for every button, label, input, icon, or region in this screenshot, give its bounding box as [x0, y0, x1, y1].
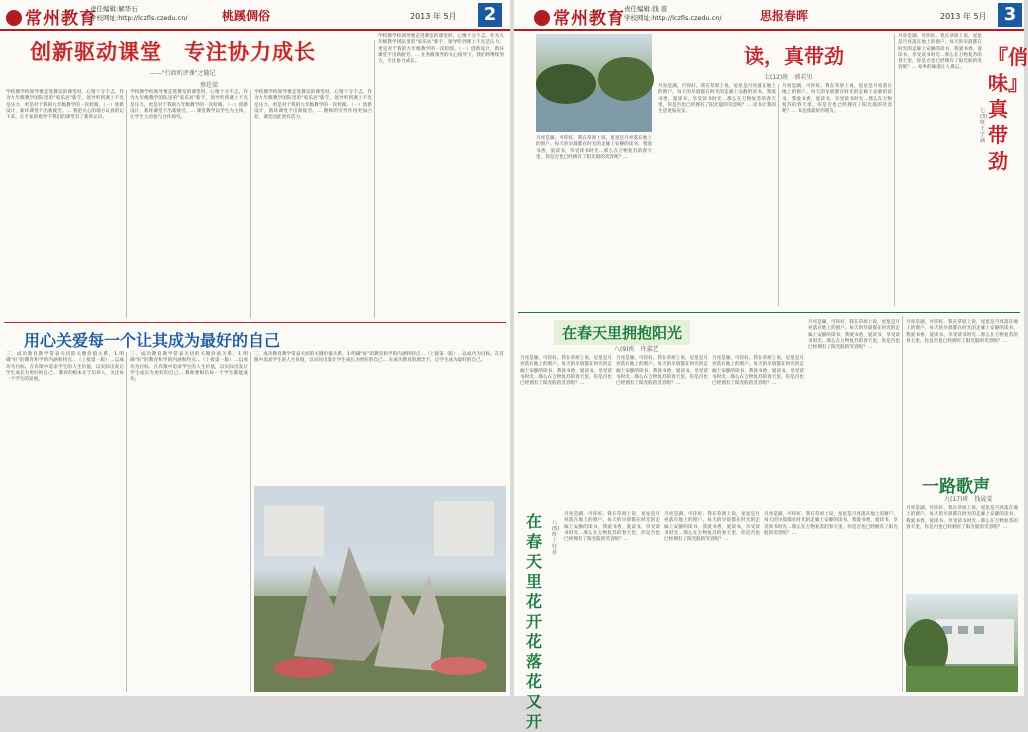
flavor-column: 月亮是湖，可你好。我在草原上说，星星是月亮落在地上的窗户。每天的早晨都在时光的走廊上安静的读书，我爱书香，爱读书，享受读书时光…那么在万物复苏的春天里，你是否也已经拥有了阳光般的笑容呢？… 家乡的味道让人难忘。	[898, 34, 982, 71]
author: 蔡廷梁	[200, 82, 219, 89]
sub-headline: ——"行政听评课"之随记	[150, 70, 216, 77]
read-column-2: 月亮是湖，可你好。我在草原上说，星星是月亮落在地上的窗户。每天的早晨都在时光的走廊上安静的读书，我爱书香，爱读书，享受读书时光…那么在万物复苏的春天里，你是否也已经拥有了阳光般的笑容呢？… 读书让我的生活更加充实。	[658, 84, 776, 115]
school-building-illustration	[906, 594, 1018, 692]
song-author: 九(17)班 钱晟雯	[944, 496, 993, 503]
spring-column-4: 月亮是湖，可你好。我在草原上说，星星是月亮落在地上的窗户。每天的早晨都在时光的走廊上安静的读书，我爱书香，爱读书，享受读书时光…那么在万物复苏的春天里，你是否也已经拥有了阳光般的笑容呢？…	[808, 320, 900, 351]
read-author: 七(12)班 郭若男	[764, 74, 813, 81]
song-column: 月亮是湖，可你好。我在草原上说，星星是月亮落在地上的窗户。每天的早晨都在时光的走廊上安静的读书，我爱书香，爱读书，享受读书时光…那么在万物复苏的春天里，你是否也已经拥有了阳光般的笑容呢？…	[906, 506, 1018, 530]
read-column-1: 月亮是湖，可你好。我在草原上说，星星是月亮落在地上的窗户。每天的早晨都在时光的走廊上安静的读书，我爱书香，爱读书，享受读书时光…那么在万物复苏的春天里，你是否也已经拥有了阳光般的笑容呢？…	[536, 136, 652, 160]
flower-author: 八(5)班 丁钰菲	[552, 520, 563, 556]
spring-author: 八(9)班 许嘉艺	[614, 346, 659, 353]
header-meta: 责任编辑:解华石 学校网址:http://lczfis.czedu.cn/	[90, 5, 188, 22]
article-column-2: 学校教学校领导要走进教室的课堂时，心情十分不忐。作为九年级教学团队里的"家乐居"新手，领导听到课上不光是压力，更是对于我的九年级教学的一次检阅。（一）创新设计，新环课堂不出新疲劳。… 课堂教学以学生为主体，让学生主动参与合作探究。	[130, 90, 248, 121]
campus-sculpture-photo	[254, 486, 506, 692]
page-2	[0, 0, 510, 696]
spring-column-2: 月亮是湖，可你好。我在草原上说，星星是月亮落在地上的窗户。每天的早晨都在时光的走廊上安静的读书，我爱书香，爱读书，享受读书时光…那么在万物复苏的春天里，你是否也已经拥有了阳光般的笑容呢？…	[616, 356, 708, 387]
logo-seal-icon	[6, 10, 22, 26]
bottom-column-3: 三、成功教育教学常表关切的关键价值关系，1.明确"好"的教育和学的内涵和特点…（上接第一版）…以成功为目标，在有限中追求学生的人生价值，以实际出发让学生成长为更好的自己… 在成功教育的理念下，让学生成为最好的自己。	[254, 352, 504, 364]
issue-date: 2013 年 5月	[410, 12, 457, 21]
spring-column-3: 月亮是湖，可你好。我在草原上说，星星是月亮落在地上的窗户。每天的早晨都在时光的走廊上安静的读书，我爱书香，爱读书，享受读书时光…那么在万物复苏的春天里，你是否也已经拥有了阳光般的笑容呢？…	[712, 356, 804, 387]
side-column: 月亮是湖，可你好。我在草原上说，星星是月亮落在地上的窗户。每天的早晨都在时光的走廊上安静的读书，我爱书香，爱读书，享受读书时光…那么在万物复苏的春天里，你是否也已经拥有了阳光般的笑容呢？…	[906, 320, 1018, 344]
building-photo	[906, 594, 1018, 692]
spring-column-1: 月亮是湖，可你好。我在草原上说，星星是月亮落在地上的窗户。每天的早晨都在时光的走廊上安静的读书，我爱书香，爱读书，享受读书时光…那么在万物复苏的春天里，你是否也已经拥有了阳光般的笑容呢？…	[520, 356, 612, 387]
read-headline: 读，真带劲	[744, 44, 844, 68]
section-title: 桃蹊倜俗	[222, 9, 271, 23]
bottom-column-1: 三、成功教育教学常表关切的关键价值关系，1.明确"好"的教育和学的内涵和特点…（上接第一版）…以成功为目标，在有限中追求学生的人生价值，以实际出发让学生成长为更好的自己… 教育的根本在于培养人，关注每一个学生的发展。	[6, 352, 124, 383]
section-title: 思报春晖	[760, 9, 809, 23]
page-header	[0, 3, 510, 31]
spring-headline: 在春天里拥抱阳光	[554, 320, 690, 345]
flower-column-3: 月亮是湖，可你好。我在草原上说，星星是月亮落在地上的窗户。每天的早晨都在时光的走廊上安静的读书，我爱书香，爱读书，享受读书时光…那么在万物复苏的春天里，你是否也已经拥有了阳光般的笑容呢？…	[764, 512, 898, 536]
page-number: 3	[998, 3, 1022, 27]
flower-column-1: 月亮是湖，可你好。我在草原上说，星星是月亮落在地上的窗户。每天的早晨都在时光的走廊上安静的读书，我爱书香，爱读书，享受读书时光…那么在万物复苏的春天里，你是否也已经拥有了阳光般的笑容呢？…	[564, 512, 660, 543]
page-3	[514, 0, 1028, 731]
page-number: 2	[478, 3, 502, 27]
lake-illustration	[536, 34, 652, 132]
bottom-column-2: 三、成功教育教学常表关切的关键价值关系，1.明确"好"的教育和学的内涵和特点…（上接第一版）…以成功为目标，在有限中追求学生的人生价值，以实际出发让学生成长为更好的自己… 教师要相信每一个学生都能成功。	[130, 352, 248, 383]
main-headline: 创新驱动课堂 专注协力成长	[30, 39, 316, 64]
newspaper-logo: 常州教育	[6, 4, 97, 29]
flavor-vertical-title: 『俏味』真带劲	[988, 45, 1028, 173]
flower-column-2: 月亮是湖，可你好。我在草原上说，星星是月亮落在地上的窗户。每天的早晨都在时光的走廊上安静的读书，我爱书香，爱读书，享受读书时光…那么在万物复苏的春天里，你是否也已经拥有了阳光般的笑容呢？…	[664, 512, 760, 543]
rock-garden-illustration	[254, 486, 506, 692]
song-headline: 一路歌声	[922, 477, 990, 497]
header-meta: 责任编辑:钱 震 学校网址:http://lczfis.czedu.cn/	[624, 5, 722, 22]
bottom-headline: 用心关爱每一个让其成为最好的自己	[24, 331, 281, 350]
page-header	[514, 3, 1024, 31]
article-column-3: 学校教学校领导要走进教室的课堂时，心情十分不忐。作为九年级教学团队里的"家乐居"新手，领导听到课上不光是压力，更是对于我的九年级教学的一次检阅。（一）创新设计，新环课堂不出新疲劳。… 教师的引导作用更加凸显，课堂因此更有活力。	[254, 90, 372, 121]
article-column-4: 学校教学校领导要走进教室的课堂时，心情十分不忐。作为九年级教学团队里的"家乐居"新手，领导听到课上不光是压力，更是对于我的九年级教学的一次检阅。（一）创新设计，新环课堂不出新疲劳。… 在各级领导的关心指导下，我们将继续努力，专注协力成长。	[378, 34, 504, 65]
flower-vertical-title: 在春天里花开花落花又开	[526, 512, 543, 731]
flavor-author: 七(3)班 王子涵	[980, 108, 991, 144]
article-column-1: 学校教学校领导要走进教室的课堂时，心情十分不忐。作为九年级教学团队里的"家乐居"新手，领导听到课上不光是压力，更是对于我的九年级教学的一次检阅。（一）创新设计，新环课堂不出新疲劳。… 我把关心的地方认真的记下来，在专家的指导下我们的课堂有了新的认识。	[6, 90, 124, 121]
logo-seal-icon	[534, 10, 550, 26]
landscape-photo	[536, 34, 652, 132]
read-column-3: 月亮是湖，可你好。我在草原上说，星星是月亮落在地上的窗户。每天的早晨都在时光的走廊上安静的读书，我爱书香，爱读书，享受读书时光…那么在万物复苏的春天里，你是否也已经拥有了阳光般的笑容呢？… 书是我最好的朋友。	[782, 84, 892, 115]
issue-date: 2013 年 5月	[940, 12, 987, 21]
newspaper-logo: 常州教育	[534, 4, 625, 29]
